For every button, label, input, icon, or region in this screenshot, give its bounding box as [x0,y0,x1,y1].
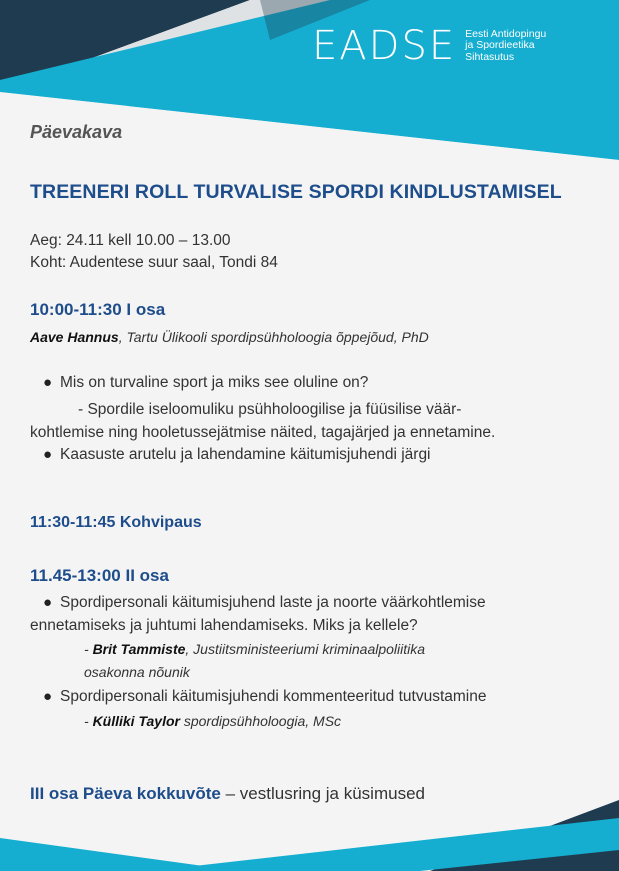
part2-bullet1-line2: ennetamiseks ja juhtumi lahendamiseks. Miks ja kellele? [30,617,418,634]
dash: - [84,641,93,657]
top-content-cut [0,92,619,871]
speaker-name: Külliki Taylor [92,713,180,729]
logo-tagline-line: Sihtasutus [465,50,515,63]
closing-rest: – vestlusring ja küsimused [220,784,425,803]
logo-wordmark: EADSE [312,23,457,69]
part1-sub1-line1: - Spordile iseloomuliku psühholoogilise ja füüsilise väär- [78,401,462,418]
part1-sub1-line2: kohtlemise ning hooletussejätmise näited, tagajärjed ja ennetamine. [30,424,496,441]
closing-line [30,784,425,804]
part2-bullet2: Spordipersonali käitumisjuhendi kommenteeritud tutvustamine [60,688,487,705]
bullet-dot: ● [43,594,53,611]
bullet-dot: ● [43,688,53,705]
event-place: Koht: Audentese suur saal, Tondi 84 [30,254,278,271]
closing-heading: III osa Päeva kokkuvõte [30,784,221,803]
part2-heading: 11.45-13:00 II osa [30,566,169,585]
bullet-dot: ● [43,374,53,391]
part1-heading: 10:00-11:30 I osa [30,300,166,319]
bullet-dot: ● [43,446,53,463]
event-time: Aeg: 24.11 kell 10.00 – 13.00 [30,232,231,249]
part1-bullet2: Kaasuste arutelu ja lahendamine käitumisjuhendi järgi [60,446,431,463]
break-heading: 11:30-11:45 Kohvipaus [30,514,202,531]
part2-bullet1-line1: Spordipersonali käitumisjuhend laste ja noorte väärkohtlemise [60,594,486,611]
agenda-subtitle: Päevakava [30,122,123,142]
logo-tagline-line: ja Spordieetika [465,39,535,52]
eadse-logo [312,24,546,68]
speaker-name: Aave Hannus [30,329,119,345]
part1-speaker [30,329,429,345]
dash: - [84,713,93,729]
part2-speaker1-role-line2: osakonna nõunik [84,664,190,680]
logo-tagline-line: Eesti Antidopingu [465,27,547,40]
part2-speaker2 [84,713,341,729]
speaker-role: , Justiitsministeeriumi kriminaalpoliitika [185,641,426,657]
speaker-role: spordipsühholoogia, MSc [179,713,342,729]
part1-bullet1: Mis on turvaline sport ja miks see oluline on? [60,374,369,391]
page-title: TREENERI ROLL TURVALISE SPORDI KINDLUSTAMISEL [30,181,562,203]
speaker-name: Brit Tammiste [92,641,186,657]
speaker-role: , Tartu Ülikooli spordipsühholoogia õppejõud, PhD [118,329,429,345]
logo-tagline [465,29,546,64]
part2-speaker1 [84,641,425,657]
